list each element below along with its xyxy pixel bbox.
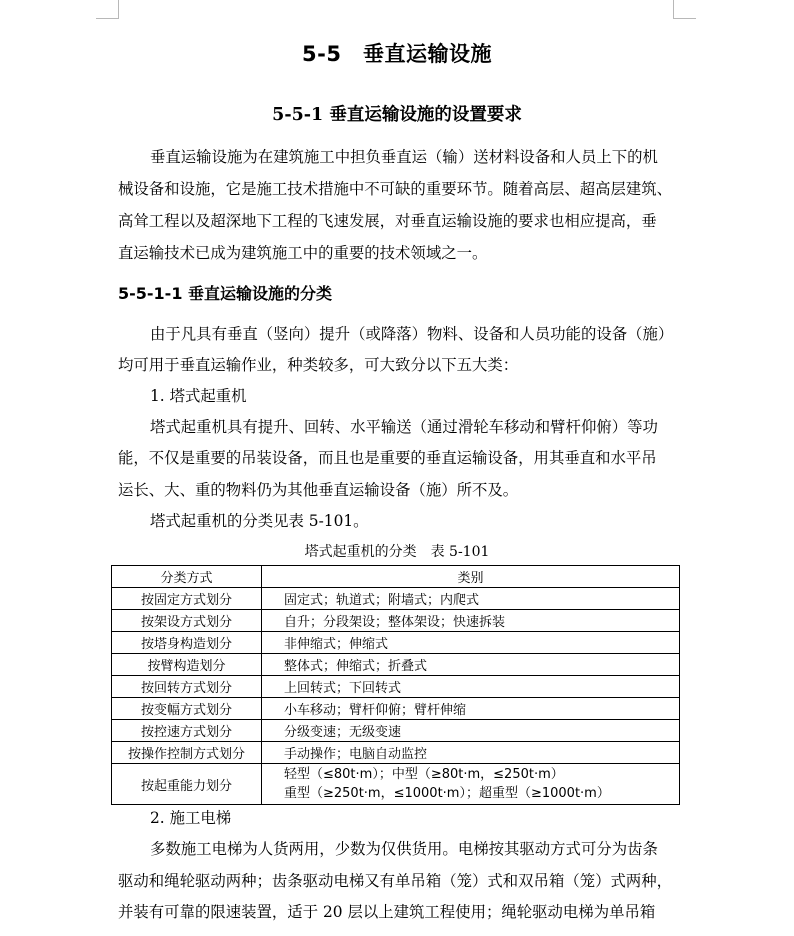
section-title: 5-5-1 垂直运输设施的设置要求 <box>272 105 522 125</box>
table-cell <box>262 764 680 805</box>
table-cell: 按控速方式划分 <box>112 720 262 742</box>
table-cell: 小车移动；臂杆仰俯；臂杆伸缩 <box>262 698 680 720</box>
list-item-heading: 1. 塔式起重机 <box>150 387 247 405</box>
page-title: 5-5 垂直运输设施 <box>302 42 492 66</box>
paragraph-line: 均可用于垂直运输作业，种类较多，可大致分以下五大类： <box>118 356 519 374</box>
paragraph-line: 驱动和绳轮驱动两种；齿条驱动电梯又有单吊箱（笼）式和双吊箱（笼）式两种， <box>118 872 673 890</box>
paragraph-line: 多数施工电梯为人货两用，少数为仅供货用。电梯按其驱动方式可分为齿条 <box>150 840 658 858</box>
paragraph-line: 高耸工程以及超深地下工程的飞速发展，对垂直运输设施的要求也相应提高，垂 <box>118 212 657 230</box>
table-cell: 按操作控制方式划分 <box>112 742 262 764</box>
table-cell-line: 轻型（≤80t·m）；中型（≥80t·m，≤250t·m） <box>284 767 564 782</box>
table-row <box>112 588 680 610</box>
table-cell: 固定式；轨道式；附墙式；内爬式 <box>262 588 680 610</box>
column-header: 分类方式 <box>112 566 262 588</box>
crane-classification-table <box>111 565 680 805</box>
table-row <box>112 698 680 720</box>
table-row <box>112 764 680 805</box>
table-cell: 自升；分段架设；整体架设；快速拆装 <box>262 610 680 632</box>
subsection-title: 5-5-1-1 垂直运输设施的分类 <box>118 284 333 303</box>
paragraph-line: 并装有可靠的限速装置，适于 20 层以上建筑工程使用；绳轮驱动电梯为单吊箱 <box>118 903 656 921</box>
paragraph-line: 运长、大、重的物料仍为其他垂直运输设备（施）所不及。 <box>118 481 519 499</box>
table-row <box>112 654 680 676</box>
table-cell: 非伸缩式；伸缩式 <box>262 632 680 654</box>
paragraph-line: 械设备和设施，它是施工技术措施中不可缺的重要环节。随着高层、超高层建筑、 <box>118 180 673 198</box>
table-cell: 按起重能力划分 <box>112 764 262 805</box>
table-row <box>112 610 680 632</box>
paragraph-line: 直运输技术已成为建筑施工中的重要的技术领域之一。 <box>118 244 488 262</box>
table-cell: 按回转方式划分 <box>112 676 262 698</box>
table-cell: 按固定方式划分 <box>112 588 262 610</box>
paragraph-line: 塔式起重机的分类见表 5-101。 <box>150 512 369 530</box>
table-cell: 按变幅方式划分 <box>112 698 262 720</box>
table-cell: 分级变速；无级变速 <box>262 720 680 742</box>
table-cell: 按塔身构造划分 <box>112 632 262 654</box>
page-corner-mark-left <box>96 0 119 19</box>
table-cell-line: 重型（≥250t·m，≤1000t·m）；超重型（≥1000t·m） <box>284 786 610 801</box>
table-header-row <box>112 566 680 588</box>
table-row <box>112 676 680 698</box>
paragraph-line: 塔式起重机具有提升、回转、水平输送（通过滑轮车移动和臂杆仰俯）等功 <box>150 418 658 436</box>
paragraph-line: 由于凡具有垂直（竖向）提升（或降落）物料、设备和人员功能的设备（施） <box>150 325 674 343</box>
table-row <box>112 742 680 764</box>
table-row <box>112 632 680 654</box>
table-cell: 上回转式；下回转式 <box>262 676 680 698</box>
page-corner-mark-right <box>673 0 696 19</box>
table-cell: 手动操作；电脑自动监控 <box>262 742 680 764</box>
paragraph-line: 垂直运输设施为在建筑施工中担负垂直运（输）送材料设备和人员上下的机 <box>150 148 658 166</box>
paragraph-line: 能，不仅是重要的吊装设备，而且也是重要的垂直运输设备，用其垂直和水平吊 <box>118 449 657 467</box>
table-cell: 按架设方式划分 <box>112 610 262 632</box>
table-caption: 塔式起重机的分类 表 5-101 <box>304 544 490 560</box>
table-cell: 整体式；伸缩式；折叠式 <box>262 654 680 676</box>
table-cell: 按臂构造划分 <box>112 654 262 676</box>
table-row <box>112 720 680 742</box>
list-item-heading: 2. 施工电梯 <box>150 809 232 827</box>
column-header: 类别 <box>262 566 680 588</box>
